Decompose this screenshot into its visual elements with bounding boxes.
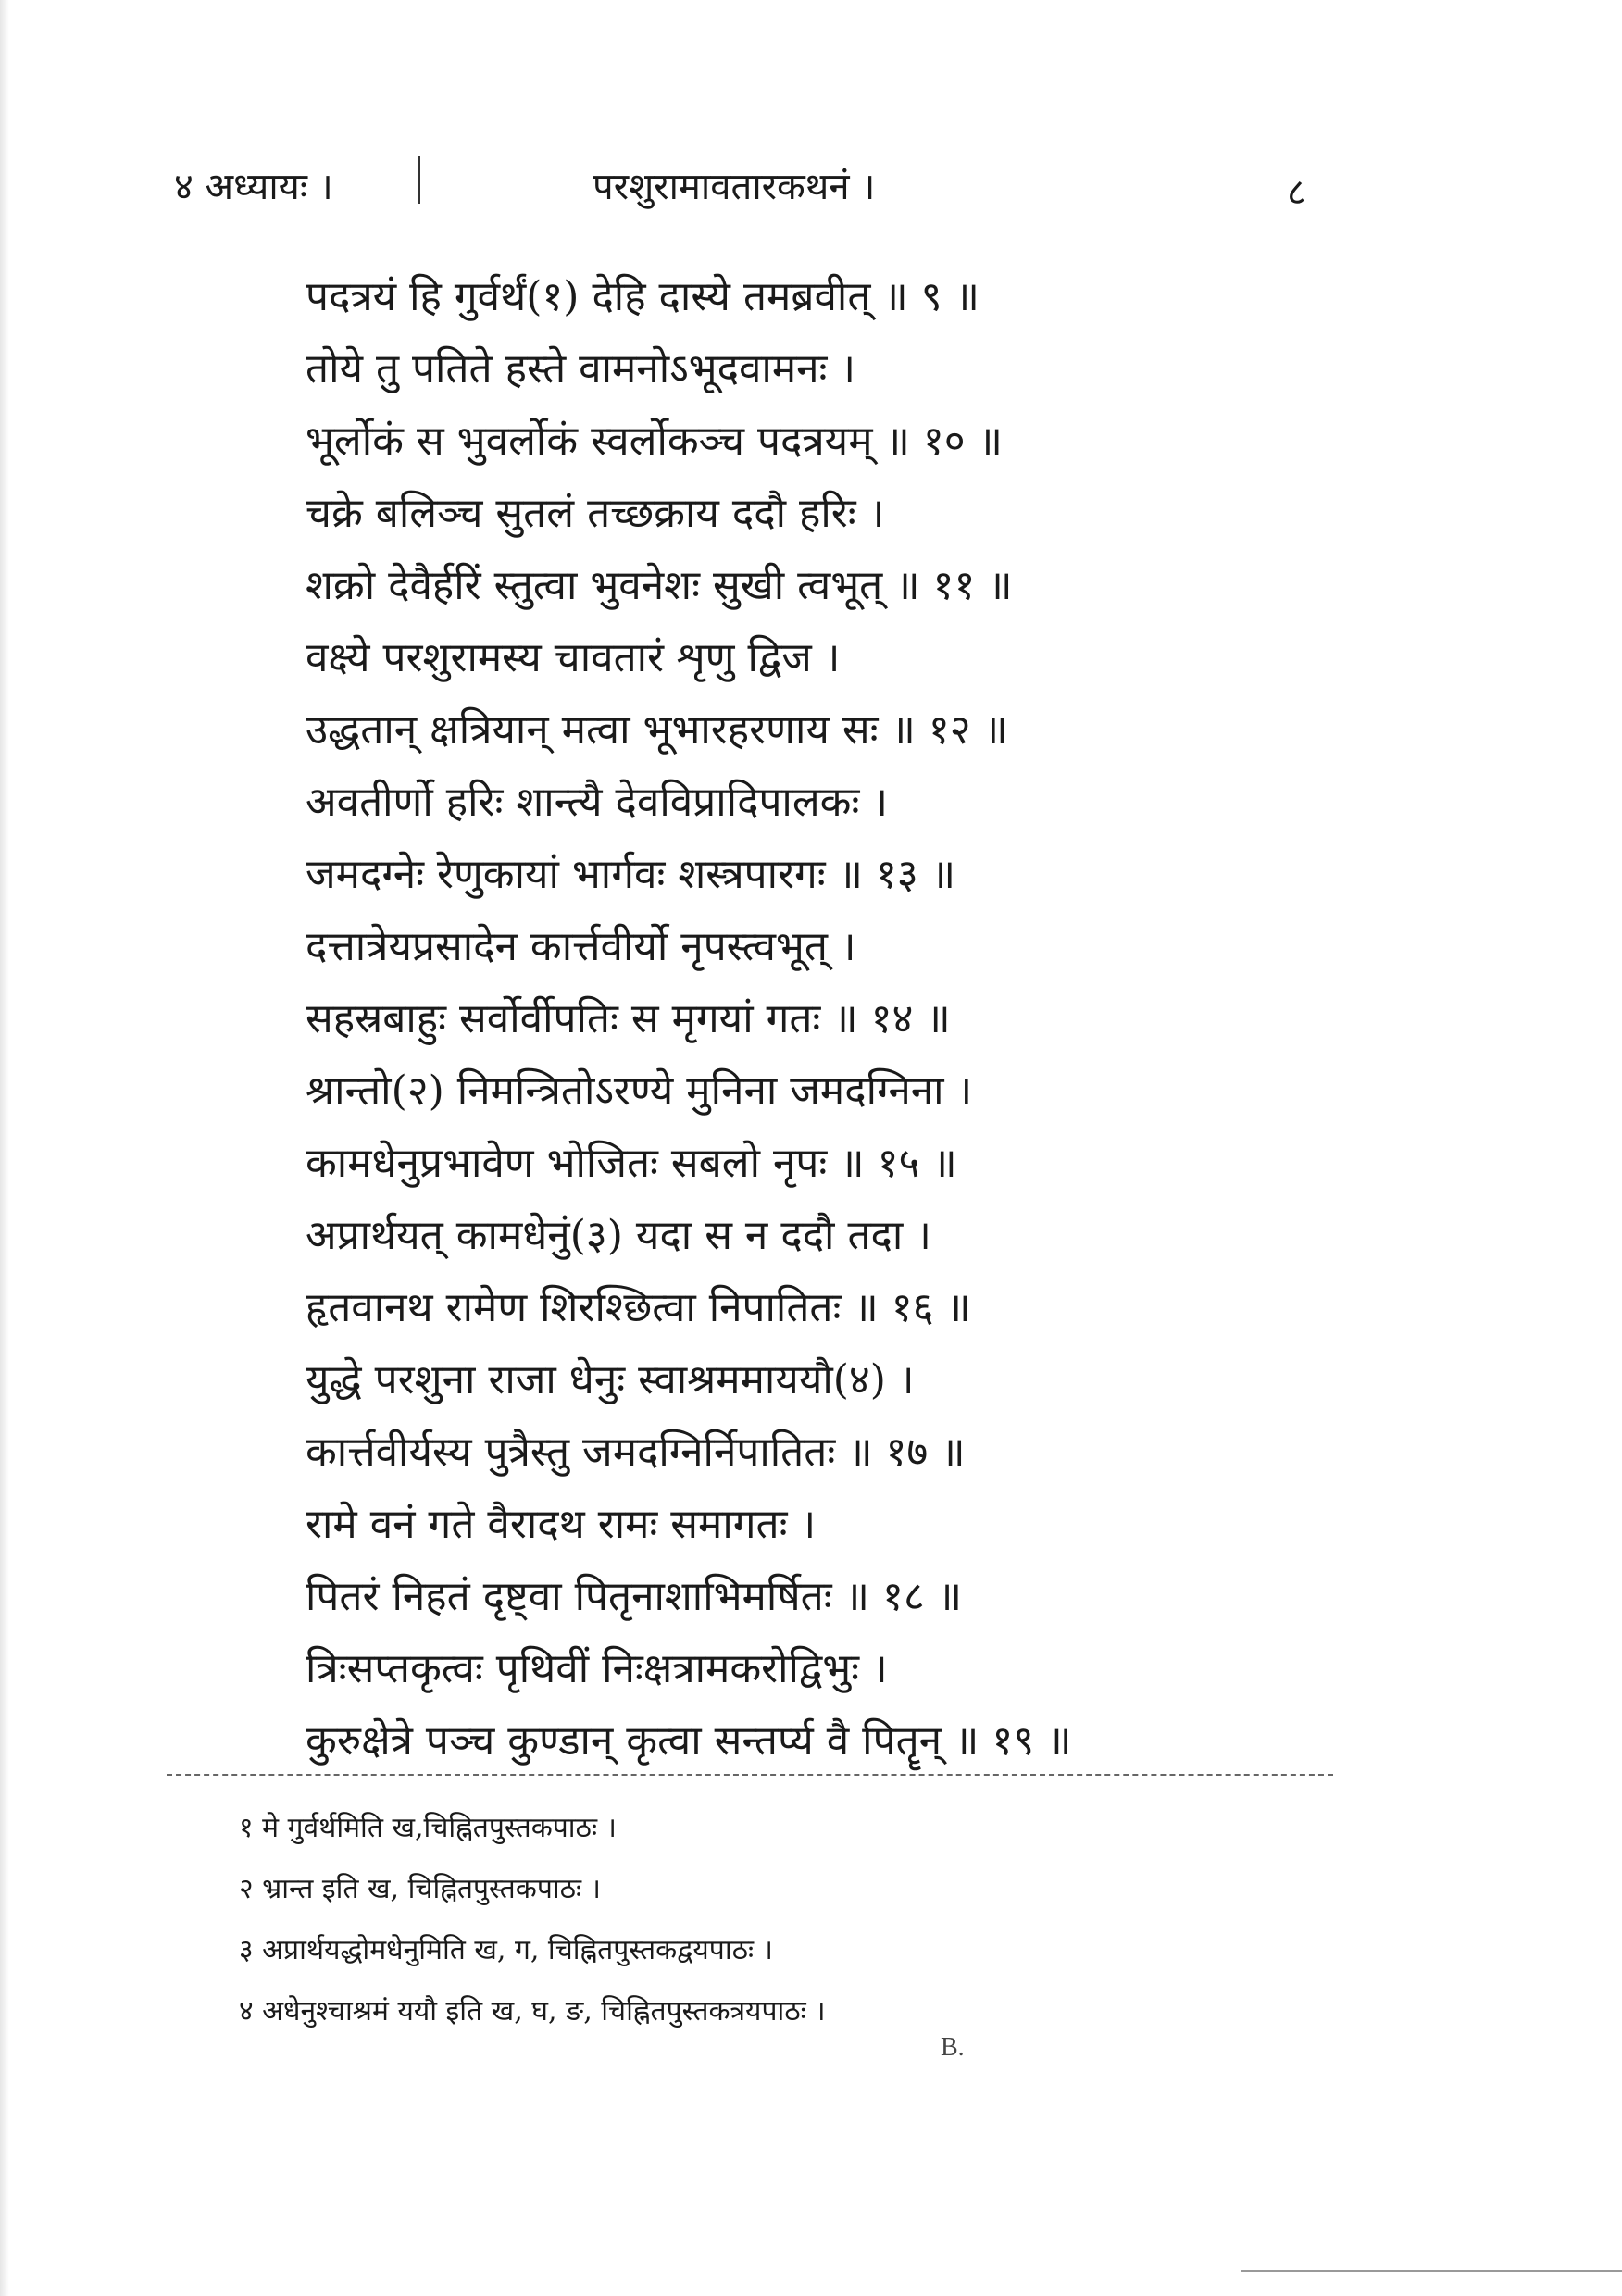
signature-mark: B. xyxy=(941,2033,965,2062)
footnote: १ मे गुर्वर्थमिति ख,चिह्नितपुस्तकपाठः । xyxy=(239,1812,617,1844)
footnote: ३ अप्रार्थयद्धोमधेनुमिति ख, ग, चिह्नितपुस्तकद्वयपाठः । xyxy=(239,1934,773,1966)
verse-line: अप्रार्थयत् कामधेनुं(३) यदा स न ददौ तदा । xyxy=(306,1212,931,1259)
verse-line: युद्धे परशुना राजा धेनुः स्वाश्रममाययौ(४) । xyxy=(306,1356,915,1404)
verse-line: कामधेनुप्रभावेण भोजितः सबलो नृपः ॥ १५ ॥ xyxy=(306,1140,957,1187)
verse-line: कार्त्तवीर्यस्य पुत्रैस्तु जमदग्निर्निपातितः ॥ १७ ॥ xyxy=(306,1429,966,1476)
header-rule xyxy=(418,156,420,204)
running-title: परशुरामावतारकथनं । xyxy=(593,166,876,208)
footnote-divider xyxy=(167,1774,1333,1776)
verse-line: पदत्रयं हि गुर्वर्थं(१) देहि दास्ये तमब्रवीत् ॥ ९ ॥ xyxy=(306,273,979,320)
verse-line: कुरुक्षेत्रे पञ्च कुण्डान् कृत्वा सन्तर्प्य वै पितॄन् ॥ १९ ॥ xyxy=(306,1717,1072,1765)
verse-line: दत्तात्रेयप्रसादेन कार्त्तवीर्यो नृपस्त्वभूत् । xyxy=(306,923,856,970)
verse-line: जमदग्नेः रेणुकायां भार्गवः शस्त्रपारगः ॥ १३ ॥ xyxy=(306,851,956,898)
verse-line: वक्ष्ये परशुरामस्य चावतारं शृणु द्विज । xyxy=(306,634,841,681)
page-number: ८ xyxy=(1287,171,1306,214)
verse-line: हृतवानथ रामेण शिरश्छित्वा निपातितः ॥ १६ ॥ xyxy=(306,1284,971,1331)
verse-line: अवतीर्णो हरिः शान्त्यै देवविप्रादिपालकः । xyxy=(306,779,889,826)
verse-line: उद्धतान् क्षत्रियान् मत्वा भूभारहरणाय सः ॥ १२ ॥ xyxy=(306,706,1008,754)
running-header xyxy=(0,159,1622,215)
verse-line: भूर्लोकं स भुवर्लोकं स्वर्लोकञ्च पदत्रयम् ॥ १० ॥ xyxy=(306,418,1003,465)
verse-line: तोये तु पतिते हस्ते वामनोऽभूदवामनः । xyxy=(306,345,856,393)
verse-line: शक्रो देवैर्हरिं स्तुत्वा भुवनेशः सुखी त्वभूत् ॥ ११ ॥ xyxy=(306,562,1013,609)
chapter-label: ४ अध्यायः । xyxy=(174,166,333,208)
verse-line: त्रिःसप्तकृत्वः पृथिवीं निःक्षत्रामकरोद्विभुः । xyxy=(306,1645,888,1692)
verse-line: रामे वनं गते वैरादथ रामः समागतः । xyxy=(306,1501,817,1548)
verse-line: सहस्रबाहुः सर्वोर्वीपतिः स मृगयां गतः ॥ १४ ॥ xyxy=(306,995,951,1042)
verse-line: चक्रे बलिञ्च सुतलं तच्छक्राय ददौ हरिः । xyxy=(306,490,885,537)
footnote: २ भ्रान्त इति ख, चिह्नितपुस्तकपाठः । xyxy=(239,1873,602,1905)
footnote: ४ अधेनुश्चाश्रमं ययौ इति ख, घ, ङ, चिह्नितपुस्तकत्रयपाठः । xyxy=(239,1995,826,2028)
bottom-edge-rule xyxy=(1241,2270,1622,2272)
footnote-block xyxy=(239,1798,1442,2042)
verse-block xyxy=(306,261,1509,1778)
scan-edge xyxy=(0,0,9,2296)
verse-line: पितरं निहतं दृष्ट्वा पितृनाशाभिमर्षितः ॥ १८ ॥ xyxy=(306,1573,963,1620)
verse-line: श्रान्तो(२) निमन्त्रितोऽरण्ये मुनिना जमदग्निना । xyxy=(306,1067,973,1115)
